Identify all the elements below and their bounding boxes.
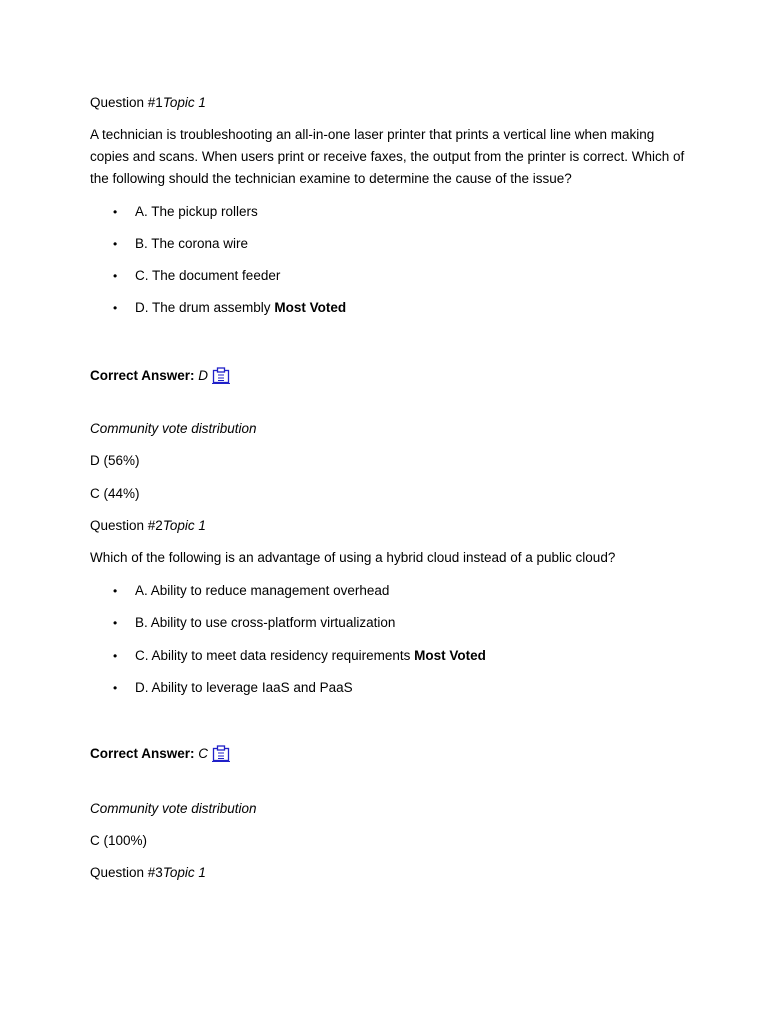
question-2-option-c (135, 645, 486, 667)
option-label: A. The pickup rollers (135, 204, 258, 219)
question-1-vote-heading: Community vote distribution (90, 421, 257, 436)
question-1-option-a (135, 201, 258, 223)
bullet: • (113, 205, 118, 219)
question-3-topic: Topic 1 (162, 865, 206, 880)
correct-answer-value: D (198, 368, 209, 383)
bullet: • (113, 584, 118, 598)
option-label: B. Ability to use cross-platform virtualization (135, 615, 396, 630)
bullet: • (113, 616, 118, 630)
question-1-text: A technician is troubleshooting an all-in-one laser printer that prints a vertical line when making copies and scans. When users print or receive faxes, the output from the printer is correct. Which of the following should the technician examine to determine the cause of the issue? (90, 127, 685, 186)
question-1-vote-d: D (56%) (90, 453, 140, 468)
question-1-header (90, 92, 206, 114)
most-voted-badge: Most Voted (414, 648, 486, 663)
question-2-correct-answer (90, 743, 230, 765)
question-3-number: Question #3 (90, 865, 163, 880)
question-1-option-d (135, 297, 346, 319)
question-2-text: Which of the following is an advantage of using a hybrid cloud instead of a public cloud? (90, 550, 616, 565)
question-2-vote-heading: Community vote distribution (90, 801, 257, 816)
question-1-option-b (135, 233, 248, 255)
option-label: B. The corona wire (135, 236, 249, 251)
question-2-option-a (135, 580, 389, 602)
option-label: C. Ability to meet data residency requirements (135, 648, 411, 663)
correct-answer-label: Correct Answer: (90, 368, 195, 383)
question-2-number: Question #2 (90, 518, 163, 533)
bullet: • (113, 649, 118, 663)
question-2-option-d (135, 677, 353, 699)
question-2-option-b (135, 612, 395, 634)
question-2-topic: Topic 1 (162, 518, 206, 533)
bullet: • (113, 301, 118, 315)
option-label: A. Ability to reduce management overhead (135, 583, 390, 598)
most-voted-badge: Most Voted (274, 300, 347, 315)
option-label: D. The drum assembly (135, 300, 271, 315)
question-1-topic: Topic 1 (162, 95, 206, 110)
correct-answer-label: Correct Answer: (90, 746, 195, 761)
bullet: • (113, 269, 118, 283)
question-2-header (90, 515, 206, 537)
bullet: • (113, 681, 118, 695)
clipboard-icon[interactable] (212, 367, 230, 384)
question-1-correct-answer (90, 365, 230, 387)
question-1-vote-c: C (44%) (90, 486, 140, 501)
question-3-header (90, 862, 206, 884)
question-1-number: Question #1 (90, 95, 163, 110)
question-2-vote-c: C (100%) (90, 833, 148, 848)
correct-answer-value: C (198, 746, 209, 761)
option-label: D. Ability to leverage IaaS and PaaS (135, 680, 353, 695)
clipboard-icon[interactable] (212, 745, 230, 762)
option-label: C. The document feeder (135, 268, 281, 283)
question-1-option-c (135, 265, 280, 287)
bullet: • (113, 237, 118, 251)
